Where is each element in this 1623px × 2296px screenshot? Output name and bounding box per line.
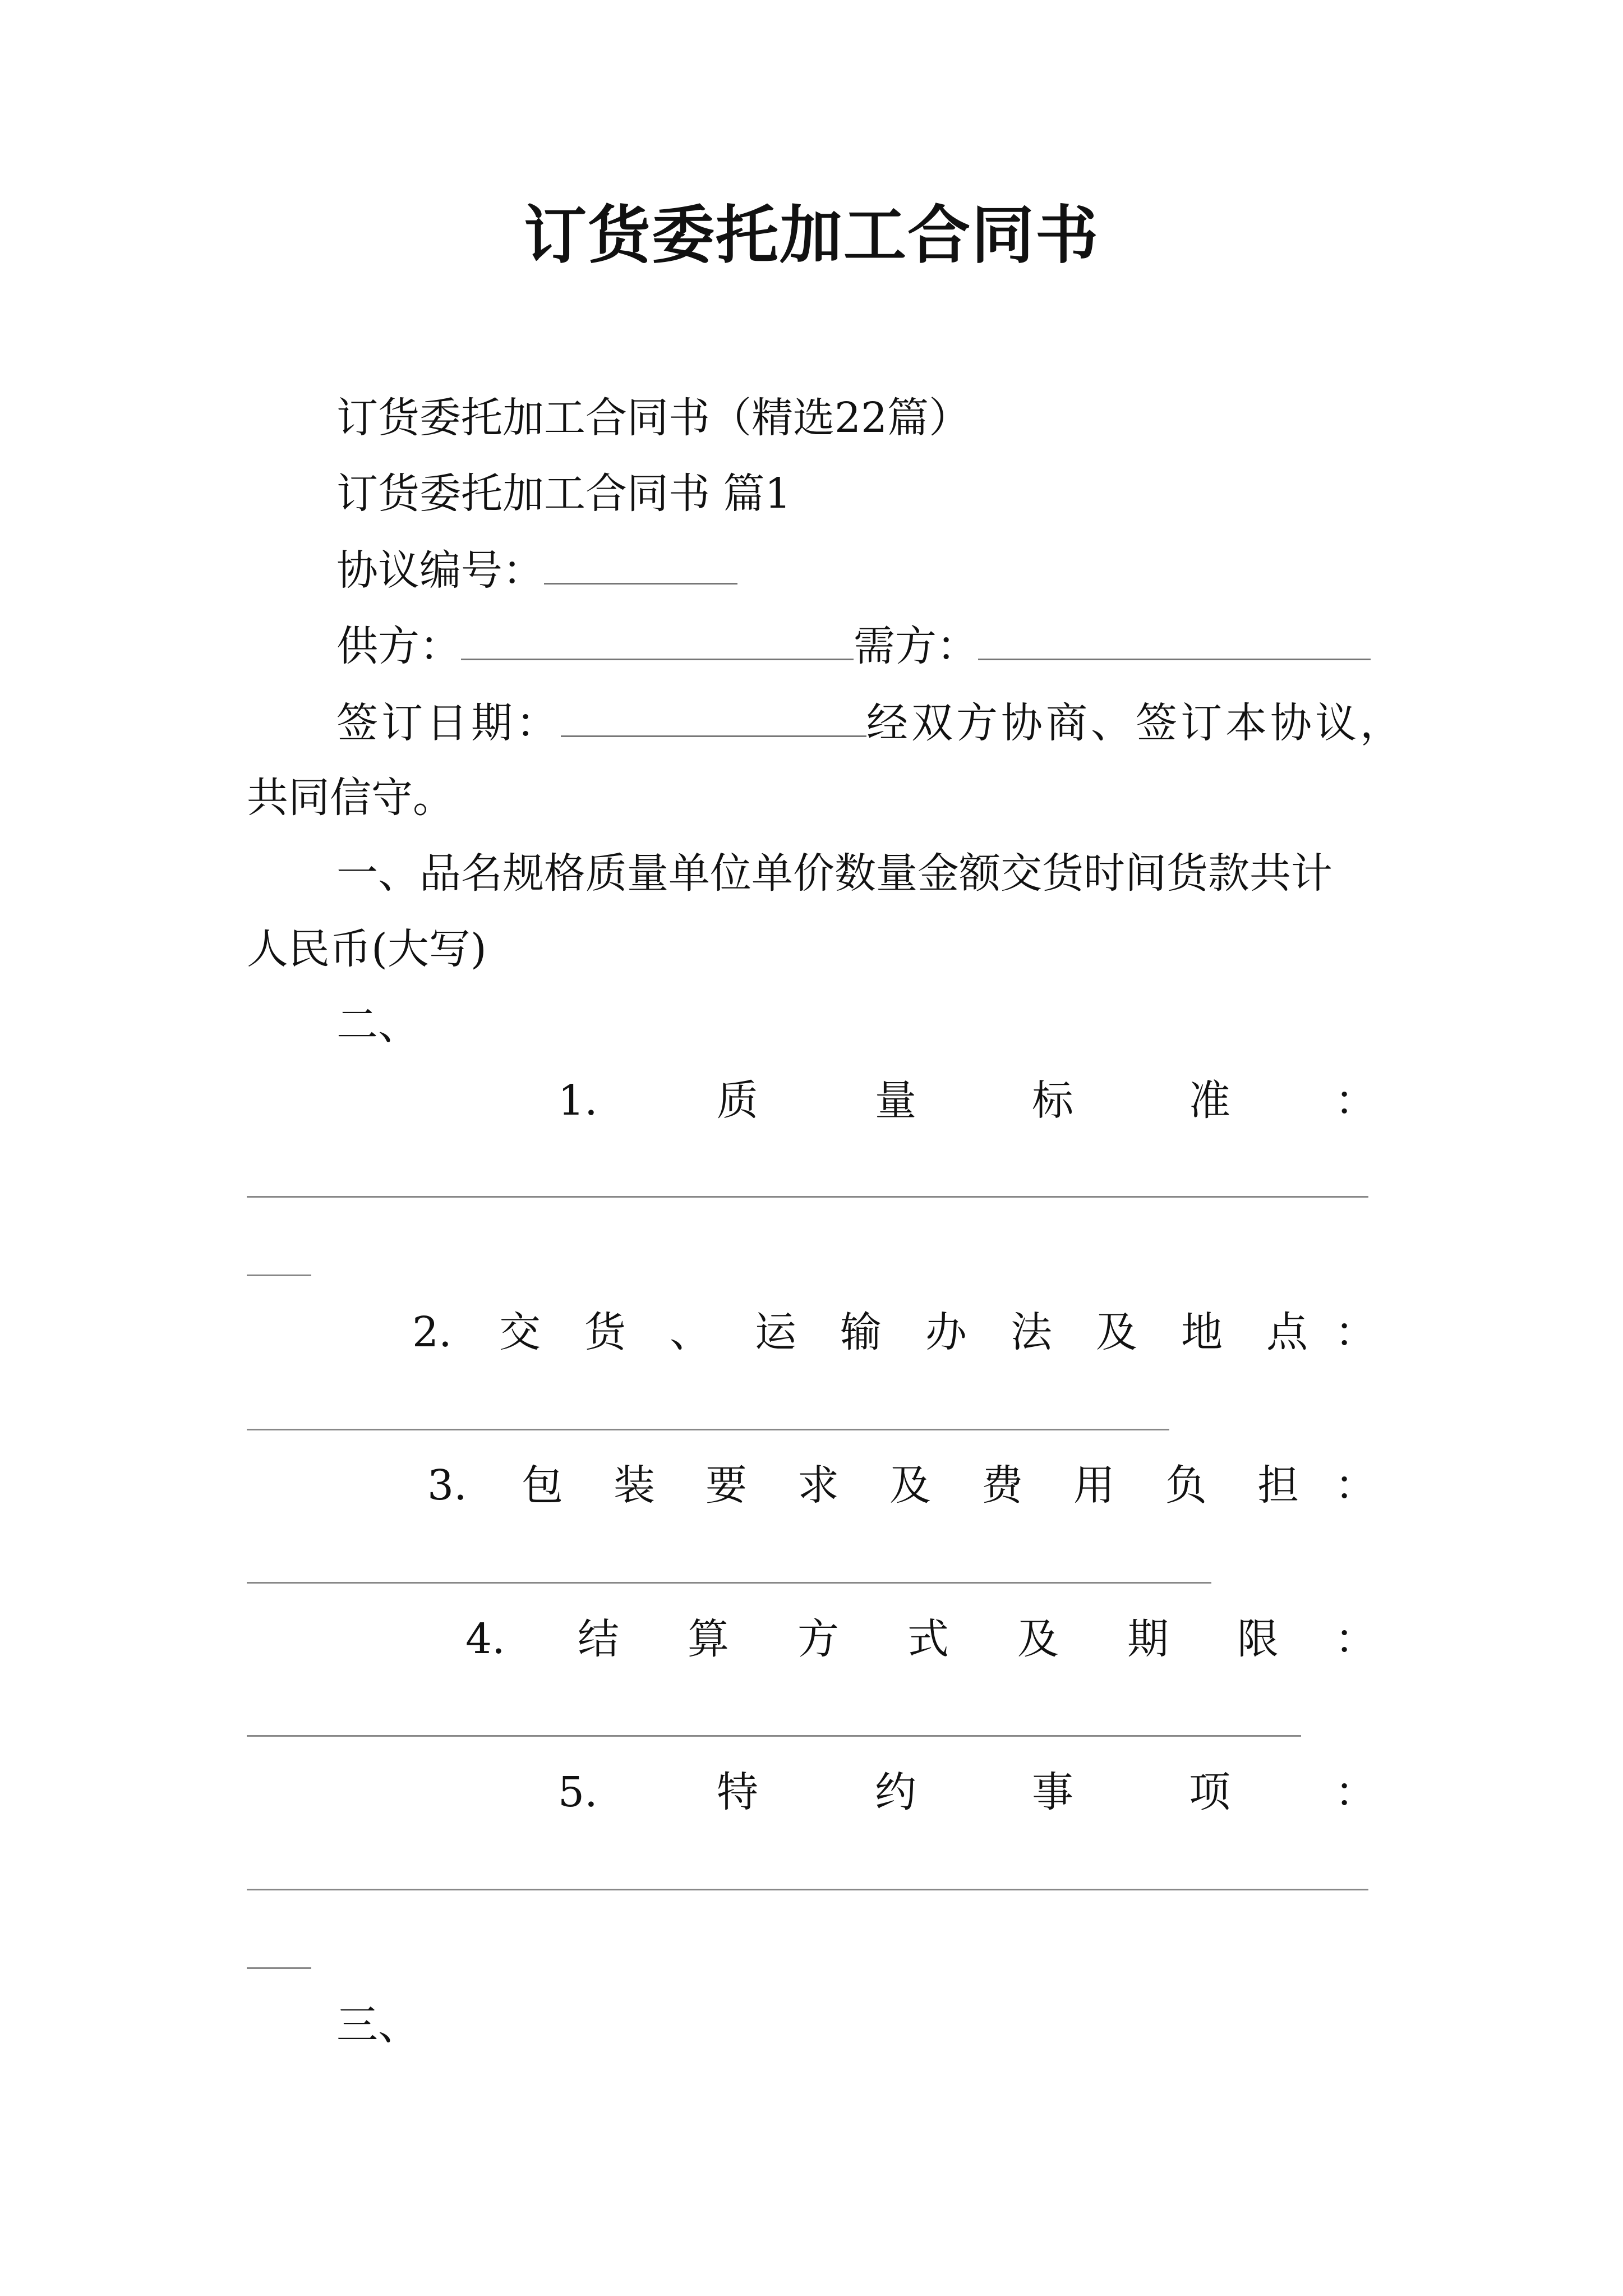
agreement-no-blank[interactable] bbox=[544, 541, 737, 585]
clause3-heading: 三、 bbox=[336, 2001, 419, 2049]
sign-date-row bbox=[336, 694, 1405, 751]
item5-number: 5. bbox=[558, 1768, 598, 1816]
item2-char: 、 bbox=[670, 1308, 711, 1356]
item3-char: 及 bbox=[889, 1461, 931, 1510]
item3-char: 装 bbox=[614, 1461, 655, 1510]
agreement-no-row bbox=[336, 541, 737, 599]
item2-char: 运 bbox=[755, 1308, 796, 1356]
document-title: 订货委托加工合同书 bbox=[524, 199, 1099, 272]
item3-char: 担 bbox=[1257, 1461, 1299, 1510]
item2-char: 货 bbox=[584, 1308, 626, 1356]
buyer-blank[interactable] bbox=[978, 617, 1371, 660]
clause2-heading: 二、 bbox=[336, 1001, 419, 1049]
item4-char: 算 bbox=[688, 1615, 729, 1663]
item3-fill-line bbox=[247, 1582, 1211, 1584]
item2-char: 点 bbox=[1266, 1308, 1308, 1356]
item5-fill-line-cont bbox=[247, 1967, 311, 1969]
buyer-label: 需方： bbox=[854, 622, 978, 670]
item1-char: 标 bbox=[1032, 1076, 1073, 1125]
supplier-blank[interactable] bbox=[461, 617, 854, 660]
item3-char: 包 bbox=[522, 1461, 563, 1510]
item3-colon: ： bbox=[1335, 1461, 1376, 1510]
item4-char: 方 bbox=[797, 1615, 839, 1663]
sign-date-continuation: 共同信守。 bbox=[247, 774, 454, 822]
item5-char: 特 bbox=[717, 1768, 758, 1816]
item5-fill-line bbox=[247, 1889, 1368, 1890]
sign-date-blank[interactable] bbox=[561, 694, 866, 737]
item2-char: 法 bbox=[1011, 1308, 1052, 1356]
item4-colon: ： bbox=[1335, 1615, 1376, 1663]
item1-char: 量 bbox=[875, 1076, 916, 1125]
item4-char: 期 bbox=[1127, 1615, 1169, 1663]
item2-char: 地 bbox=[1181, 1308, 1223, 1356]
item1-colon: ： bbox=[1335, 1076, 1376, 1125]
item4-fill-line bbox=[247, 1735, 1301, 1737]
item2-colon: ： bbox=[1335, 1308, 1376, 1356]
item3-char: 用 bbox=[1073, 1461, 1115, 1510]
parties-row bbox=[336, 617, 1371, 674]
clause1-line2: 人民币(大写) bbox=[247, 925, 487, 973]
item3-char: 求 bbox=[797, 1461, 839, 1510]
item5-char: 约 bbox=[875, 1768, 916, 1816]
document-subtitle: 订货委托加工合同书（精选22篇） bbox=[336, 394, 971, 442]
supplier-label: 供方： bbox=[336, 622, 461, 670]
item1-fill-line-cont bbox=[247, 1274, 311, 1276]
item1-number: 1. bbox=[558, 1076, 598, 1125]
item5-char: 事 bbox=[1032, 1768, 1073, 1816]
item2-char: 办 bbox=[925, 1308, 967, 1356]
sign-date-tail: 经双方协商、签订本协议， bbox=[866, 699, 1405, 747]
item1-char: 质 bbox=[717, 1076, 758, 1125]
item4-char: 限 bbox=[1237, 1615, 1279, 1663]
item2-char: 及 bbox=[1096, 1308, 1137, 1356]
item1-char: 准 bbox=[1189, 1076, 1230, 1125]
item4-number: 4. bbox=[465, 1615, 505, 1663]
clause1-line1: 一、品名规格质量单位单价数量金额交货时间货款共计 bbox=[336, 849, 1332, 898]
item3-number: 3. bbox=[427, 1461, 467, 1510]
item2-char: 交 bbox=[499, 1308, 541, 1356]
section-heading: 订货委托加工合同书 篇1 bbox=[336, 470, 791, 518]
item2-number: 2. bbox=[412, 1308, 452, 1356]
item4-char: 结 bbox=[578, 1615, 619, 1663]
item1-fill-line bbox=[247, 1196, 1368, 1198]
item4-char: 及 bbox=[1017, 1615, 1059, 1663]
item3-char: 负 bbox=[1165, 1461, 1207, 1510]
item4-char: 式 bbox=[907, 1615, 949, 1663]
item5-char: 项 bbox=[1189, 1768, 1230, 1816]
item2-char: 输 bbox=[840, 1308, 882, 1356]
item5-colon: ： bbox=[1335, 1768, 1376, 1816]
sign-date-label: 签订日期： bbox=[336, 699, 561, 747]
item3-char: 要 bbox=[706, 1461, 747, 1510]
item3-char: 费 bbox=[981, 1461, 1023, 1510]
item2-fill-line bbox=[247, 1429, 1169, 1430]
agreement-no-label: 协议编号： bbox=[336, 546, 544, 595]
